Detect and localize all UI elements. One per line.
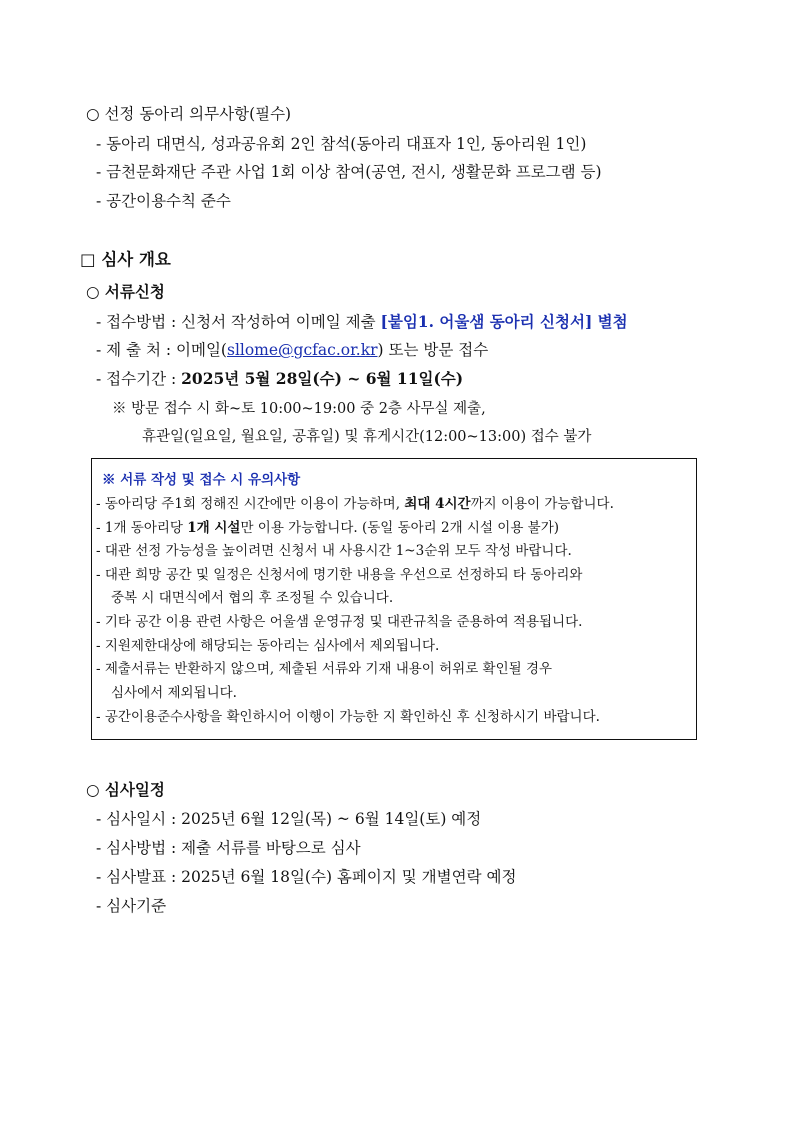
notice-line: - 대관 선정 가능성을 높이려면 신청서 내 사용시간 1~3순위 모두 작성 바랍니다. [96, 543, 572, 559]
notice-box [91, 458, 697, 740]
application-period [96, 368, 463, 390]
notice-line2-c: 만 이용 가능합니다. (동일 동아리 2개 시설 이용 불가) [240, 520, 560, 536]
notice-line [96, 517, 559, 539]
schedule-item: - 심사발표 : 2025년 6월 18일(수) 홈페이지 및 개별연락 예정 [96, 868, 517, 886]
notice-line: 중복 시 대면식에서 협의 후 조정될 수 있습니다. [111, 590, 394, 606]
notice-line: - 공간이용준수사항을 확인하시어 이행이 가능한 지 확인하신 후 신청하시기 바랍니다. [96, 709, 600, 725]
schedule-item: - 심사방법 : 제출 서류를 바탕으로 심사 [96, 839, 361, 857]
notice-line2-b: 1개 시설 [187, 520, 241, 536]
notice-line [96, 493, 614, 515]
notice-line: - 제출서류는 반환하지 않으며, 제출된 서류와 기재 내용이 허위로 확인될 경우 [96, 661, 553, 677]
notice-line: - 대관 희망 공간 및 일정은 신청서에 명기한 내용을 우선으로 선정하되 타 동아리와 [96, 567, 583, 583]
visit-note-1: ※ 방문 접수 시 화~토 10:00~19:00 중 2층 사무실 제출, [112, 401, 486, 417]
schedule-heading: ○ 심사일정 [86, 780, 165, 799]
obligation-item: - 공간이용수칙 준수 [96, 192, 231, 210]
notice-line: 심사에서 제외됩니다. [111, 685, 237, 701]
schedule-item: - 심사일시 : 2025년 6월 12일(목) ~ 6월 14일(토) 예정 [96, 810, 482, 828]
overview-heading: □ 심사 개요 [80, 250, 171, 269]
obligation-item: - 금천문화재단 주관 사업 1회 이상 참여(공연, 전시, 생활문화 프로그램 등) [96, 163, 602, 181]
period-value: 2025년 5월 28일(수) ~ 6월 11일(수) [181, 369, 464, 388]
application-method [96, 311, 628, 333]
notice-line: - 기타 공간 이용 관련 사항은 어울샘 운영규정 및 대관규칙을 준용하여 적용됩니다. [96, 614, 583, 630]
obligation-item: - 동아리 대면식, 성과공유회 2인 참석(동아리 대표자 1인, 동아리원 1인) [96, 135, 587, 153]
period-label: - 접수기간 : [96, 370, 182, 388]
application-submit [96, 339, 488, 361]
visit-note-2: 휴관일(일요일, 월요일, 공휴일) 및 휴게시간(12:00~13:00) 접수 불가 [142, 429, 592, 445]
schedule-item: - 심사기준 [96, 897, 167, 915]
notice-line: - 지원제한대상에 해당되는 동아리는 심사에서 제외됩니다. [96, 638, 440, 654]
notice-line2-a: - 1개 동아리당 [96, 520, 188, 536]
email-link[interactable]: sllome@gcfac.or.kr [226, 341, 378, 359]
application-heading: ○ 서류신청 [86, 282, 165, 301]
notice-line1-c: 까지 이용이 가능합니다. [470, 496, 614, 512]
method-label: - 접수방법 : 신청서 작성하여 이메일 제출 [96, 313, 381, 331]
notice-line1-b: 최대 4시간 [404, 496, 471, 512]
notice-line1-a: - 동아리당 주1회 정해진 시간에만 이용이 가능하며, [96, 496, 405, 512]
method-attachment: [붙임1. 어울샘 동아리 신청서] 별첨 [380, 312, 628, 331]
notice-title: ※ 서류 작성 및 접수 시 유의사항 [102, 472, 301, 488]
submit-suffix: ) 또는 방문 접수 [377, 341, 489, 359]
obligations-heading: ○ 선정 동아리 의무사항(필수) [86, 105, 292, 123]
submit-label: - 제 출 처 : 이메일( [96, 341, 227, 359]
